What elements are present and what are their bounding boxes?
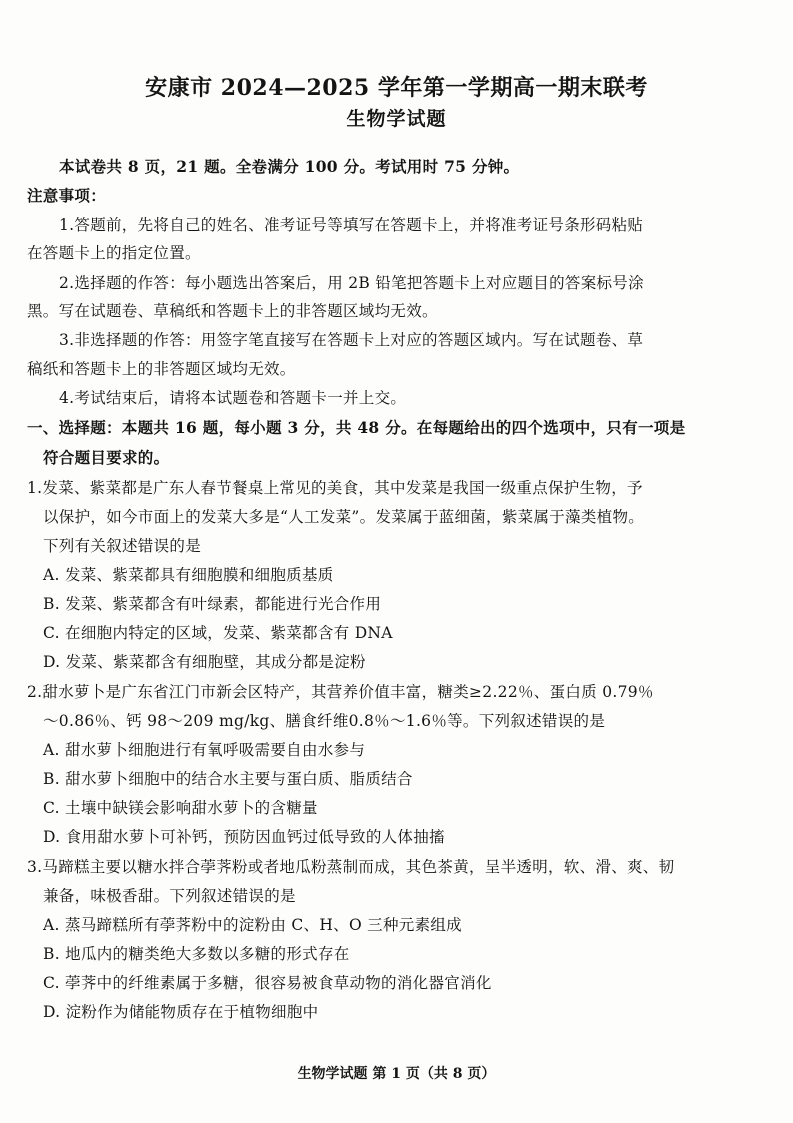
question-3-option-a: A. 蒸马蹄糕所有荸荠粉中的淀粉由 C、H、O 三种元素组成 — [43, 916, 462, 934]
section-heading-line-2: 符合题目要求的。 — [43, 448, 170, 467]
exam-subtitle: 生物学试题 — [346, 108, 447, 130]
page-footer: 生物学试题 第 1 页（共 8 页） — [297, 1066, 496, 1082]
question-3-stem-line-2: 兼备，味极香甜。下列叙述错误的是 — [43, 887, 296, 905]
exam-intro: 本试卷共 8 页，21 题。全卷满分 100 分。考试用时 75 分钟。 — [59, 157, 520, 176]
question-2-option-c: C. 土壤中缺镁会影响甜水萝卜的含糖量 — [43, 799, 318, 817]
exam-title: 安康市 2024—2025 学年第一学期高一期末联考 — [145, 75, 648, 101]
notes-heading: 注意事项： — [27, 186, 107, 205]
question-1-option-d: D. 发菜、紫菜都含有细胞壁，其成分都是淀粉 — [43, 653, 366, 671]
question-1-option-b: B. 发菜、紫菜都含有叶绿素，都能进行光合作用 — [43, 595, 382, 613]
section-heading-line-1: 一、选择题：本题共 16 题，每小题 3 分，共 48 分。在每题给出的四个选项中，只有一项是 — [27, 418, 686, 437]
question-1-stem-line-1: 1.发菜、紫菜都是广东人春节餐桌上常见的美食，其中发菜是我国一级重点保护生物，予 — [27, 479, 643, 497]
question-3-option-d: D. 淀粉作为储能物质存在于植物细胞中 — [43, 1003, 319, 1021]
note-4: 4.考试结束后，请将本试题卷和答题卡一并上交。 — [59, 389, 407, 407]
note-1-line-2: 在答题卡上的指定位置。 — [27, 244, 201, 262]
question-3-option-b: B. 地瓜内的糖类绝大多数以多糖的形式存在 — [43, 945, 350, 963]
question-3-stem-line-1: 3.马蹄糕主要以糖水拌合荸荠粉或者地瓜粉蒸制而成，其色茶黄，呈半透明，软、滑、爽、韧 — [27, 858, 675, 876]
question-1-option-c: C. 在细胞内特定的区域，发菜、紫菜都含有 DNA — [43, 624, 393, 642]
note-1-line-1: 1.答题前，先将自己的姓名、准考证号等填写在答题卡上，并将准考证号条形码粘贴 — [59, 216, 644, 234]
question-2-option-a: A. 甜水萝卜细胞进行有氧呼吸需要自由水参与 — [43, 741, 366, 759]
note-3-line-1: 3.非选择题的作答：用签字笔直接写在答题卡上对应的答题区域内。写在试题卷、草 — [59, 331, 644, 349]
question-1-stem-line-2: 以保护，如今市面上的发菜大多是“人工发菜”。发菜属于蓝细菌，紫菜属于藻类植物。 — [43, 508, 645, 526]
question-2-option-b: B. 甜水萝卜细胞中的结合水主要与蛋白质、脂质结合 — [43, 770, 413, 788]
question-1-option-a: A. 发菜、紫菜都具有细胞膜和细胞质基质 — [43, 566, 334, 584]
question-1-stem-line-3: 下列有关叙述错误的是 — [43, 537, 202, 555]
question-2-option-d: D. 食用甜水萝卜可补钙，预防因血钙过低导致的人体抽搐 — [43, 828, 445, 846]
question-3-option-c: C. 荸荠中的纤维素属于多糖，很容易被食草动物的消化器官消化 — [43, 974, 492, 992]
note-2-line-1: 2.选择题的作答：每小题选出答案后，用 2B 铅笔把答题卡上对应题目的答案标号涂 — [59, 274, 644, 292]
note-3-line-2: 稿纸和答题卡上的非答题区域均无效。 — [27, 360, 296, 378]
question-2-stem-line-2: ～0.86％、钙 98～209 mg/kg、膳食纤维0.8％～1.6％等。下列叙述错误的是 — [43, 712, 606, 730]
question-2-stem-line-1: 2.甜水萝卜是广东省江门市新会区特产，其营养价值丰富，糖类≥2.22％、蛋白质 0.79％ — [27, 683, 654, 701]
note-2-line-2: 黑。写在试题卷、草稿纸和答题卡上的非答题区域均无效。 — [27, 302, 438, 320]
